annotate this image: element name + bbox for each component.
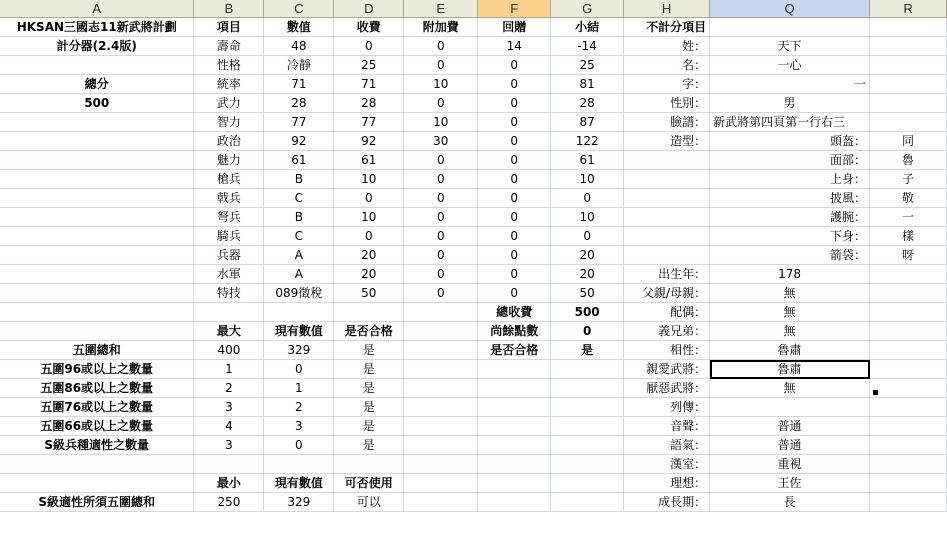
cell-q6[interactable]: 新武將第四頁第一行右三 <box>710 113 870 132</box>
cell-h25[interactable]: 理想： <box>624 474 710 493</box>
cell-e18[interactable] <box>404 341 478 360</box>
cell-b4[interactable]: 統率 <box>194 75 264 94</box>
cell-e6[interactable]: 10 <box>404 113 478 132</box>
cell-c12[interactable]: C <box>264 227 334 246</box>
cell-h8[interactable] <box>624 151 710 170</box>
cell-d1[interactable]: 收費 <box>334 18 404 37</box>
cell-g5[interactable]: 28 <box>551 94 624 113</box>
cell-f22[interactable] <box>478 417 551 436</box>
cell-e24[interactable] <box>404 455 478 474</box>
column-header-f[interactable]: F <box>478 0 551 18</box>
cell-c17[interactable]: 現有數值 <box>264 322 334 341</box>
cell-d23[interactable]: 是 <box>334 436 404 455</box>
cell-r12[interactable]: 樣 <box>870 227 947 246</box>
column-header-g[interactable]: G <box>551 0 624 18</box>
cell-e16[interactable] <box>404 303 478 322</box>
cell-q8[interactable]: 面部： <box>710 151 870 170</box>
cell-c25[interactable]: 現有數值 <box>264 474 334 493</box>
cell-h21[interactable]: 列傳： <box>624 398 710 417</box>
cell-e10[interactable]: 0 <box>404 189 478 208</box>
cell-r6[interactable] <box>870 113 947 132</box>
cell-d19[interactable]: 是 <box>334 360 404 379</box>
cell-e11[interactable]: 0 <box>404 208 478 227</box>
cell-q15[interactable]: 無 <box>710 284 870 303</box>
cell-r13[interactable]: 呀 <box>870 246 947 265</box>
cell-f21[interactable] <box>478 398 551 417</box>
cell-d25[interactable]: 可否使用 <box>334 474 404 493</box>
cell-a22[interactable]: 五圍66或以上之數量 <box>0 417 194 436</box>
cell-h9[interactable] <box>624 170 710 189</box>
cell-g3[interactable]: 25 <box>551 56 624 75</box>
cell-q10[interactable]: 披風： <box>710 189 870 208</box>
sheet-row <box>0 284 947 303</box>
cell-h4[interactable]: 字： <box>624 75 710 94</box>
cell-d3[interactable]: 25 <box>334 56 404 75</box>
cell-a3[interactable] <box>0 56 194 75</box>
sheet-row <box>0 132 947 151</box>
cell-r9[interactable]: 子 <box>870 170 947 189</box>
cell-g26[interactable] <box>551 493 624 512</box>
sheet-row <box>0 417 947 436</box>
column-header-c[interactable]: C <box>264 0 334 18</box>
sheet-row <box>0 208 947 227</box>
cell-f8[interactable]: 0 <box>478 151 551 170</box>
cell-c2[interactable]: 48 <box>264 37 334 56</box>
cell-a8[interactable] <box>0 151 194 170</box>
cell-h22[interactable]: 音聲： <box>624 417 710 436</box>
column-header-d[interactable]: D <box>334 0 404 18</box>
cell-e4[interactable]: 10 <box>404 75 478 94</box>
cell-c14[interactable]: A <box>264 265 334 284</box>
cell-b15[interactable]: 特技 <box>194 284 264 303</box>
cell-a11[interactable] <box>0 208 194 227</box>
cell-a14[interactable] <box>0 265 194 284</box>
cell-c6[interactable]: 77 <box>264 113 334 132</box>
cell-c18[interactable]: 329 <box>264 341 334 360</box>
cell-h1[interactable]: 不計分項目 <box>624 18 710 37</box>
cell-c4[interactable]: 71 <box>264 75 334 94</box>
sheet-row <box>0 94 947 113</box>
sheet-row <box>0 474 947 493</box>
cell-b24[interactable] <box>194 455 264 474</box>
cell-g1[interactable]: 小結 <box>551 18 624 37</box>
sheet-row <box>0 341 947 360</box>
cell-a17[interactable] <box>0 322 194 341</box>
sheet-row <box>0 246 947 265</box>
sheet-row <box>0 493 947 512</box>
cell-h26[interactable]: 成長期： <box>624 493 710 512</box>
cell-g12[interactable]: 0 <box>551 227 624 246</box>
cell-b23[interactable]: 3 <box>194 436 264 455</box>
cell-f10[interactable]: 0 <box>478 189 551 208</box>
cell-q5[interactable]: 男 <box>710 94 870 113</box>
cell-c23[interactable]: 0 <box>264 436 334 455</box>
cell-q2[interactable]: 天下 <box>710 37 870 56</box>
cell-g15[interactable]: 50 <box>551 284 624 303</box>
cell-e20[interactable] <box>404 379 478 398</box>
cell-b21[interactable]: 3 <box>194 398 264 417</box>
cell-b19[interactable]: 1 <box>194 360 264 379</box>
cell-g23[interactable] <box>551 436 624 455</box>
cell-r25[interactable] <box>870 474 947 493</box>
cell-d4[interactable]: 71 <box>334 75 404 94</box>
cell-h19[interactable]: 親愛武將： <box>624 360 710 379</box>
column-header-q[interactable]: Q <box>710 0 870 18</box>
cell-b6[interactable]: 智力 <box>194 113 264 132</box>
sheet-row <box>0 189 947 208</box>
cell-e17[interactable] <box>404 322 478 341</box>
cell-e14[interactable]: 0 <box>404 265 478 284</box>
cell-a21[interactable]: 五圍76或以上之數量 <box>0 398 194 417</box>
sheet-row <box>0 170 947 189</box>
cell-b11[interactable]: 弩兵 <box>194 208 264 227</box>
cell-b8[interactable]: 魅力 <box>194 151 264 170</box>
cell-a12[interactable] <box>0 227 194 246</box>
cell-q1[interactable] <box>710 18 870 37</box>
cell-f9[interactable]: 0 <box>478 170 551 189</box>
cell-e25[interactable] <box>404 474 478 493</box>
cell-e8[interactable]: 0 <box>404 151 478 170</box>
cell-b17[interactable]: 最大 <box>194 322 264 341</box>
cell-c16[interactable] <box>264 303 334 322</box>
cell-r21[interactable] <box>870 398 947 417</box>
column-header-r[interactable]: R <box>870 0 947 18</box>
cell-r17[interactable] <box>870 322 947 341</box>
cell-a25[interactable] <box>0 474 194 493</box>
cell-d12[interactable]: 0 <box>334 227 404 246</box>
cell-g20[interactable] <box>551 379 624 398</box>
column-header-b[interactable]: B <box>194 0 264 18</box>
sheet-row <box>0 75 947 94</box>
column-header-h[interactable]: H <box>624 0 710 18</box>
cell-q23[interactable]: 普通 <box>710 436 870 455</box>
cell-d15[interactable]: 50 <box>334 284 404 303</box>
cell-e19[interactable] <box>404 360 478 379</box>
cell-f14[interactable]: 0 <box>478 265 551 284</box>
cell-q21[interactable] <box>710 398 870 417</box>
cell-g18[interactable]: 是 <box>551 341 624 360</box>
cell-b3[interactable]: 性格 <box>194 56 264 75</box>
cell-g2[interactable]: -14 <box>551 37 624 56</box>
cell-g25[interactable] <box>551 474 624 493</box>
cell-f20[interactable] <box>478 379 551 398</box>
cell-q9[interactable]: 上身： <box>710 170 870 189</box>
sheet-row <box>0 56 947 75</box>
cell-h2[interactable]: 姓： <box>624 37 710 56</box>
cell-r19[interactable] <box>870 360 947 379</box>
sheet-row <box>0 322 947 341</box>
cell-a5[interactable]: 500 <box>0 94 194 113</box>
cell-h18[interactable]: 相性： <box>624 341 710 360</box>
cell-f6[interactable]: 0 <box>478 113 551 132</box>
cell-d21[interactable]: 是 <box>334 398 404 417</box>
cell-e26[interactable] <box>404 493 478 512</box>
cell-f23[interactable] <box>478 436 551 455</box>
cell-c5[interactable]: 28 <box>264 94 334 113</box>
cell-e12[interactable]: 0 <box>404 227 478 246</box>
column-header-a[interactable]: A <box>0 0 194 18</box>
cell-c10[interactable]: C <box>264 189 334 208</box>
cell-d14[interactable]: 20 <box>334 265 404 284</box>
cell-a7[interactable] <box>0 132 194 151</box>
cell-a10[interactable] <box>0 189 194 208</box>
cell-a20[interactable]: 五圍86或以上之數量 <box>0 379 194 398</box>
cell-e21[interactable] <box>404 398 478 417</box>
cell-q7[interactable]: 頭盔： <box>710 132 870 151</box>
cell-q14[interactable]: 178 <box>710 265 870 284</box>
cell-a4[interactable]: 總分 <box>0 75 194 94</box>
cell-h10[interactable] <box>624 189 710 208</box>
cell-a26[interactable]: S級適性所須五圍總和 <box>0 493 194 512</box>
cell-g13[interactable]: 20 <box>551 246 624 265</box>
cell-a19[interactable]: 五圍96或以上之數量 <box>0 360 194 379</box>
cell-q18[interactable]: 魯肅 <box>710 341 870 360</box>
cell-h11[interactable] <box>624 208 710 227</box>
cell-g8[interactable]: 61 <box>551 151 624 170</box>
cell-d7[interactable]: 92 <box>334 132 404 151</box>
sheet-row <box>0 303 947 322</box>
cell-d22[interactable]: 是 <box>334 417 404 436</box>
cell-a1[interactable]: HKSAN三國志11新武將計劃 <box>0 18 194 37</box>
cell-d11[interactable]: 10 <box>334 208 404 227</box>
cell-q3[interactable]: 一心 <box>710 56 870 75</box>
sheet-row <box>0 37 947 56</box>
cell-c9[interactable]: B <box>264 170 334 189</box>
cell-a2[interactable]: 計分器(2.4版) <box>0 37 194 56</box>
cell-d24[interactable] <box>334 455 404 474</box>
cell-e15[interactable]: 0 <box>404 284 478 303</box>
cell-f7[interactable]: 0 <box>478 132 551 151</box>
cell-f16[interactable]: 總收費 <box>478 303 551 322</box>
sheet-row <box>0 455 947 474</box>
cell-c21[interactable]: 2 <box>264 398 334 417</box>
cell-a24[interactable] <box>0 455 194 474</box>
cell-a16[interactable] <box>0 303 194 322</box>
cell-q22[interactable]: 普通 <box>710 417 870 436</box>
cell-b22[interactable]: 4 <box>194 417 264 436</box>
cell-q16[interactable]: 無 <box>710 303 870 322</box>
cell-a18[interactable]: 五圍總和 <box>0 341 194 360</box>
cell-f5[interactable]: 0 <box>478 94 551 113</box>
cell-h15[interactable]: 父親/母親： <box>624 284 710 303</box>
cell-f13[interactable]: 0 <box>478 246 551 265</box>
cell-r1[interactable] <box>870 18 947 37</box>
cell-g7[interactable]: 122 <box>551 132 624 151</box>
sheet-row <box>0 265 947 284</box>
cell-g22[interactable] <box>551 417 624 436</box>
cell-q24[interactable]: 重視 <box>710 455 870 474</box>
cell-h6[interactable]: 臉譜： <box>624 113 710 132</box>
cell-a9[interactable] <box>0 170 194 189</box>
cell-q11[interactable]: 護腕： <box>710 208 870 227</box>
cell-b7[interactable]: 政治 <box>194 132 264 151</box>
cell-d6[interactable]: 77 <box>334 113 404 132</box>
cell-c13[interactable]: A <box>264 246 334 265</box>
cell-e2[interactable]: 0 <box>404 37 478 56</box>
cell-r20[interactable] <box>870 379 947 398</box>
cell-r16[interactable] <box>870 303 947 322</box>
cell-d26[interactable]: 可以 <box>334 493 404 512</box>
cell-q12[interactable]: 下身： <box>710 227 870 246</box>
cell-d10[interactable]: 0 <box>334 189 404 208</box>
sheet-row <box>0 18 947 37</box>
cell-r15[interactable] <box>870 284 947 303</box>
cell-d16[interactable] <box>334 303 404 322</box>
cell-h23[interactable]: 語氣： <box>624 436 710 455</box>
cell-f26[interactable] <box>478 493 551 512</box>
cell-a13[interactable] <box>0 246 194 265</box>
cell-b16[interactable] <box>194 303 264 322</box>
cell-r11[interactable]: 一 <box>870 208 947 227</box>
cell-g4[interactable]: 81 <box>551 75 624 94</box>
sheet-row <box>0 360 947 379</box>
cell-g14[interactable]: 20 <box>551 265 624 284</box>
cell-h5[interactable]: 性別： <box>624 94 710 113</box>
cell-h12[interactable] <box>624 227 710 246</box>
cell-d2[interactable]: 0 <box>334 37 404 56</box>
cell-h24[interactable]: 漢室： <box>624 455 710 474</box>
cell-d9[interactable]: 10 <box>334 170 404 189</box>
cell-d20[interactable]: 是 <box>334 379 404 398</box>
sheet-row <box>0 113 947 132</box>
cell-g9[interactable]: 10 <box>551 170 624 189</box>
cell-c1[interactable]: 數值 <box>264 18 334 37</box>
sheet-row <box>0 436 947 455</box>
cell-g19[interactable] <box>551 360 624 379</box>
cell-f1[interactable]: 回贈 <box>478 18 551 37</box>
column-header-e[interactable]: E <box>404 0 478 18</box>
cell-c8[interactable]: 61 <box>264 151 334 170</box>
cell-c7[interactable]: 92 <box>264 132 334 151</box>
cell-d18[interactable]: 是 <box>334 341 404 360</box>
cell-h3[interactable]: 名： <box>624 56 710 75</box>
cell-r10[interactable]: 敬 <box>870 189 947 208</box>
cell-r24[interactable] <box>870 455 947 474</box>
cell-a6[interactable] <box>0 113 194 132</box>
cell-e7[interactable]: 30 <box>404 132 478 151</box>
sheet-row <box>0 227 947 246</box>
cell-e3[interactable]: 0 <box>404 56 478 75</box>
cell-q25[interactable]: 王佐 <box>710 474 870 493</box>
cell-f18[interactable]: 是否合格 <box>478 341 551 360</box>
cell-r14[interactable] <box>870 265 947 284</box>
cell-c20[interactable]: 1 <box>264 379 334 398</box>
cell-h17[interactable]: 義兄弟： <box>624 322 710 341</box>
cell-r22[interactable] <box>870 417 947 436</box>
cell-c3[interactable]: 冷靜 <box>264 56 334 75</box>
cell-f15[interactable]: 0 <box>478 284 551 303</box>
cell-h16[interactable]: 配偶： <box>624 303 710 322</box>
cell-q20[interactable]: 無 <box>710 379 870 398</box>
cell-q13[interactable]: 箭袋： <box>710 246 870 265</box>
cell-f24[interactable] <box>478 455 551 474</box>
cell-b18[interactable]: 400 <box>194 341 264 360</box>
cell-d17[interactable]: 是否合格 <box>334 322 404 341</box>
cell-r7[interactable]: 同 <box>870 132 947 151</box>
cell-r2[interactable] <box>870 37 947 56</box>
cell-b2[interactable]: 壽命 <box>194 37 264 56</box>
cell-e13[interactable]: 0 <box>404 246 478 265</box>
cell-q19[interactable]: 魯肅 <box>710 360 870 379</box>
sheet-row <box>0 379 947 398</box>
cell-g11[interactable]: 10 <box>551 208 624 227</box>
cell-b14[interactable]: 水軍 <box>194 265 264 284</box>
cell-h13[interactable] <box>624 246 710 265</box>
cell-b25[interactable]: 最小 <box>194 474 264 493</box>
cell-e22[interactable] <box>404 417 478 436</box>
sheet-row <box>0 151 947 170</box>
cell-h7[interactable]: 造型： <box>624 132 710 151</box>
cell-c26[interactable]: 329 <box>264 493 334 512</box>
cell-b1[interactable]: 項目 <box>194 18 264 37</box>
cell-a23[interactable]: S級兵種適性之數量 <box>0 436 194 455</box>
cell-b13[interactable]: 兵器 <box>194 246 264 265</box>
cell-g6[interactable]: 87 <box>551 113 624 132</box>
cell-r23[interactable] <box>870 436 947 455</box>
cell-c22[interactable]: 3 <box>264 417 334 436</box>
column-header-row <box>0 0 947 18</box>
cell-g17[interactable]: 0 <box>551 322 624 341</box>
cell-b12[interactable]: 騎兵 <box>194 227 264 246</box>
cell-h20[interactable]: 厭惡武將： <box>624 379 710 398</box>
cell-q4[interactable]: 一 <box>710 75 870 94</box>
cell-r4[interactable] <box>870 75 947 94</box>
cell-e23[interactable] <box>404 436 478 455</box>
cell-f25[interactable] <box>478 474 551 493</box>
cell-r18[interactable] <box>870 341 947 360</box>
cell-r8[interactable]: 魯 <box>870 151 947 170</box>
cell-f2[interactable]: 14 <box>478 37 551 56</box>
cell-g21[interactable] <box>551 398 624 417</box>
cell-d8[interactable]: 61 <box>334 151 404 170</box>
cell-r3[interactable] <box>870 56 947 75</box>
cell-f12[interactable]: 0 <box>478 227 551 246</box>
cell-c19[interactable]: 0 <box>264 360 334 379</box>
cell-c11[interactable]: B <box>264 208 334 227</box>
cell-g24[interactable] <box>551 455 624 474</box>
cell-e5[interactable]: 0 <box>404 94 478 113</box>
cell-b5[interactable]: 武力 <box>194 94 264 113</box>
cell-c15[interactable]: 089徵稅 <box>264 284 334 303</box>
cell-d13[interactable]: 20 <box>334 246 404 265</box>
cell-q17[interactable]: 無 <box>710 322 870 341</box>
cell-f11[interactable]: 0 <box>478 208 551 227</box>
cell-b26[interactable]: 250 <box>194 493 264 512</box>
cell-f4[interactable]: 0 <box>478 75 551 94</box>
cell-q26[interactable]: 長 <box>710 493 870 512</box>
cell-f17[interactable]: 尚餘點數 <box>478 322 551 341</box>
cell-a15[interactable] <box>0 284 194 303</box>
cell-b20[interactable]: 2 <box>194 379 264 398</box>
fill-handle[interactable] <box>873 390 878 395</box>
cell-e1[interactable]: 附加費 <box>404 18 478 37</box>
cell-c24[interactable] <box>264 455 334 474</box>
cell-r5[interactable] <box>870 94 947 113</box>
cell-g16[interactable]: 500 <box>551 303 624 322</box>
cell-g10[interactable]: 0 <box>551 189 624 208</box>
cell-r26[interactable] <box>870 493 947 512</box>
cell-d5[interactable]: 28 <box>334 94 404 113</box>
sheet-row <box>0 398 947 417</box>
cell-e9[interactable]: 0 <box>404 170 478 189</box>
cell-f19[interactable] <box>478 360 551 379</box>
cell-f3[interactable]: 0 <box>478 56 551 75</box>
cell-b9[interactable]: 槍兵 <box>194 170 264 189</box>
cell-h14[interactable]: 出生年： <box>624 265 710 284</box>
cell-b10[interactable]: 戟兵 <box>194 189 264 208</box>
